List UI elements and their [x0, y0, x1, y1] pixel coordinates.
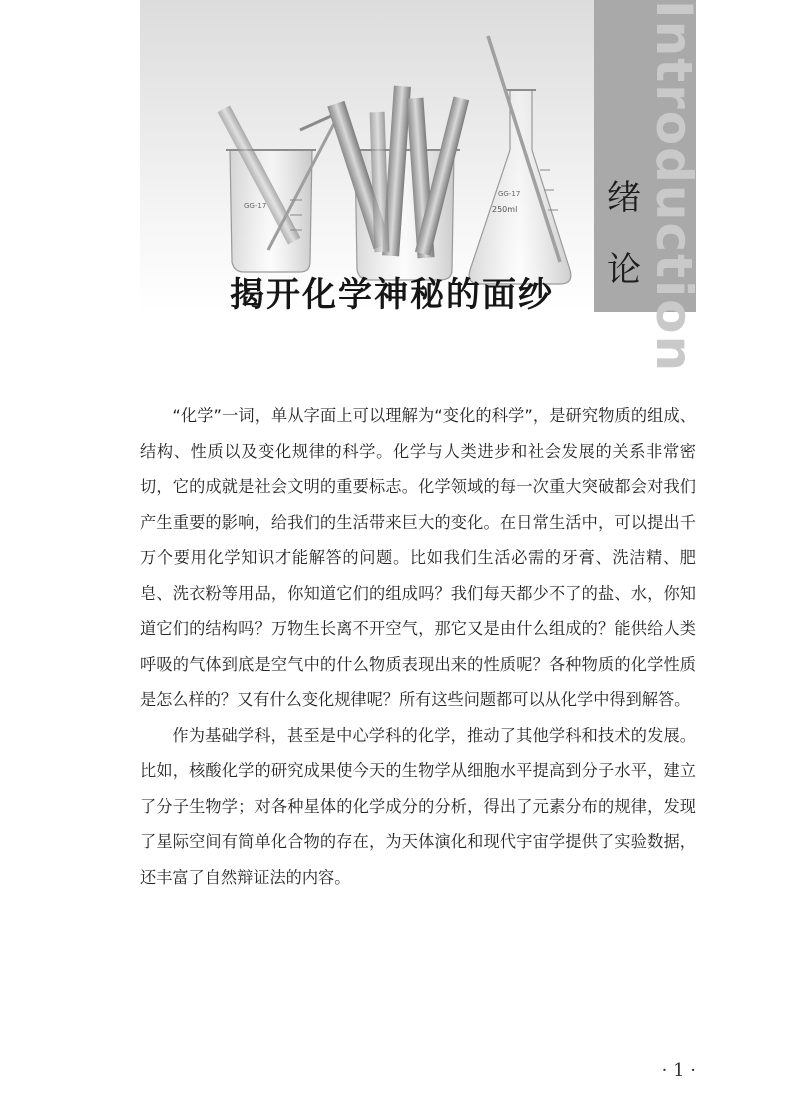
flask-volume-label: 250ml	[492, 205, 518, 214]
paragraph-2: 作为基础学科，甚至是中心学科的化学，推动了其他学科和技术的发展。比如，核酸化学的研究成果使今天的生物学从细胞水平提高到分子水平，建立了分子生物学；对各种星体的化学成分的分析，得出了元素分布的规律，发现了星际空间有简单化合物的存在，为天体演化和现代宇宙学提供了实验数据，还丰富了自然辩证法的内容。	[140, 725, 696, 887]
body-text	[140, 398, 696, 895]
paragraph-1: “化学”一词，单从字面上可以理解为“变化的科学”，是研究物质的组成、结构、性质以及变化规律的科学。化学与人类进步和社会发展的关系非常密切，它的成就是社会文明的重要标志。化学领域的每一次重大突破都会对我们产生重要的影响，给我们的生活带来巨大的变化。在日常生活中，可以提出千万个要用化学知识才能解答的问题。比如我们生活必需的牙膏、洗洁精、肥皂、洗衣粉等用品，你知道它们的组成吗？我们每天都少不了的盐、水，你知道它们的结构吗？万物生长离不开空气，那它又是由什么组成的？能供给人类呼吸的气体到底是空气中的什么物质表现出来的性质呢？各种物质的化学性质是怎么样的？又有什么变化规律呢？所有这些问题都可以从化学中得到解答。	[140, 406, 696, 709]
erlenmeyer-flask	[469, 36, 571, 284]
page-number: · 1 ·	[661, 1060, 696, 1081]
chapter-title-char-1: 绪	[607, 178, 641, 218]
middle-beaker	[327, 86, 469, 280]
introduction-vertical-text: Introduction	[645, 0, 703, 374]
page-title: 揭开化学神秘的面纱	[230, 275, 554, 315]
left-beaker-label: GG-17	[244, 202, 267, 210]
chapter-side-panel	[594, 0, 703, 374]
glassware-illustration	[140, 0, 594, 312]
flask-label: GG-17	[498, 190, 521, 198]
chapter-title-char-2: 论	[607, 250, 641, 290]
header-banner	[140, 0, 594, 312]
left-beaker	[218, 105, 340, 272]
